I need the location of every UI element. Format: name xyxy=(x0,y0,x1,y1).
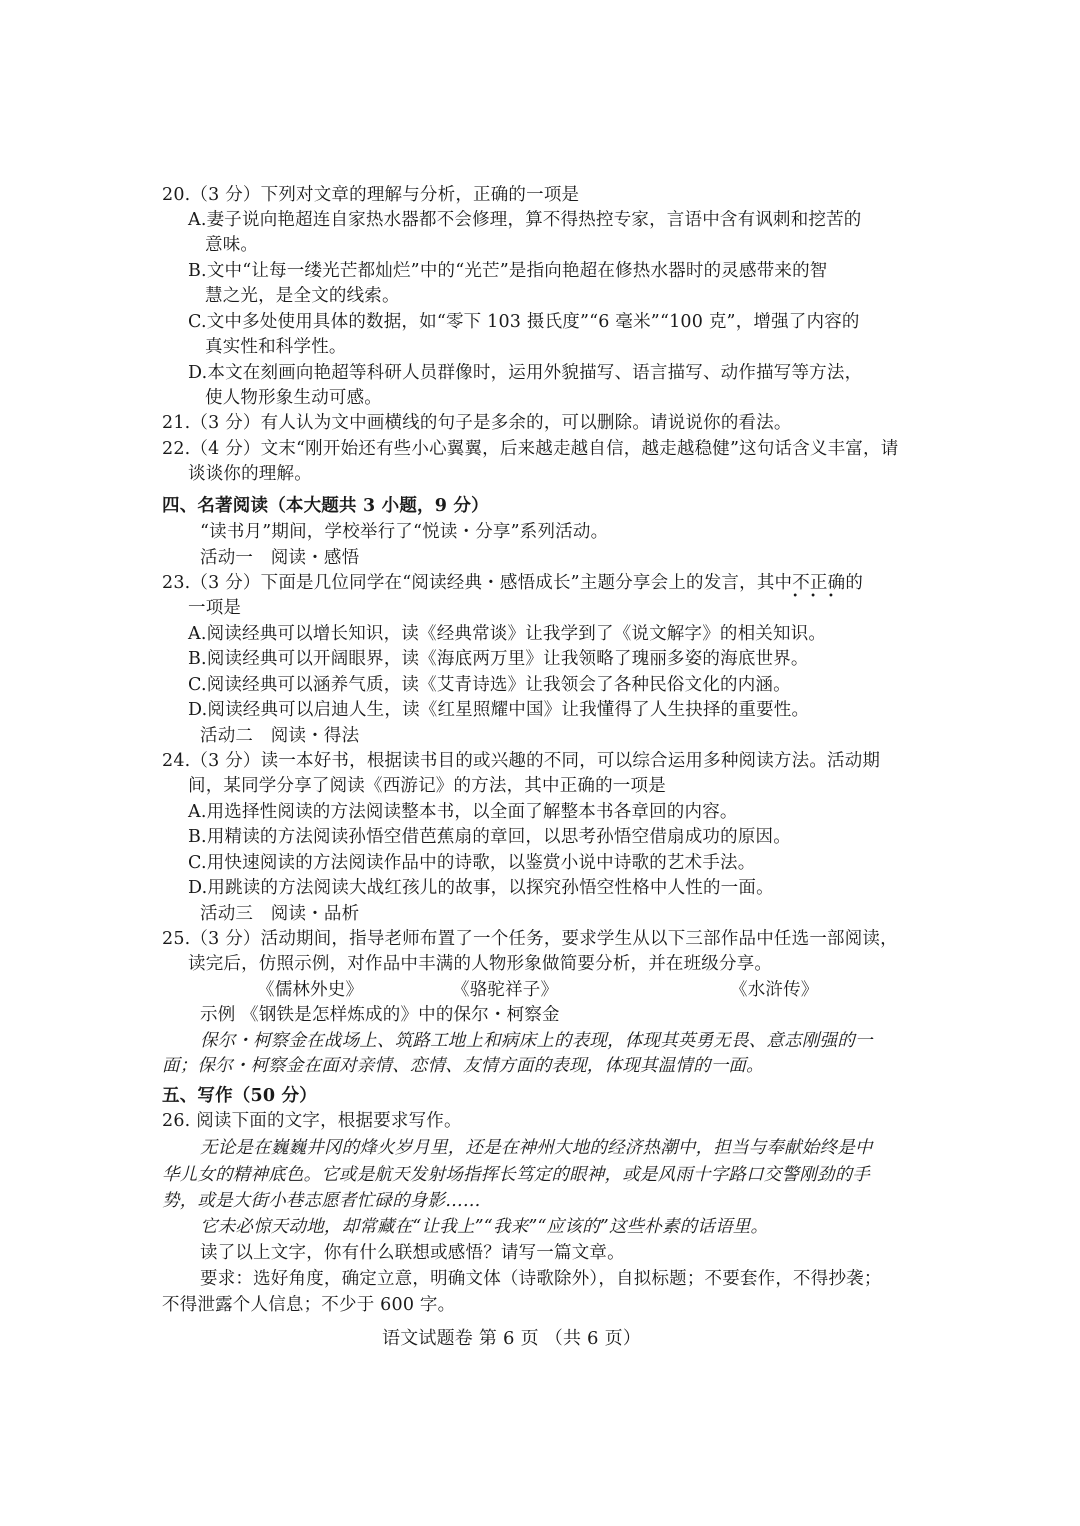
emphasis-text: 不正确 xyxy=(792,573,846,593)
q20-option-a: A.妻子说向艳超连自家热水器都不会修理，算不得热控专家，言语中含有讽刺和挖苦的 xyxy=(188,210,862,230)
q24-stem: 24.（3 分）读一本好书，根据读书目的或兴趣的不同，可以综合运用多种阅读方法。活动期 xyxy=(162,751,881,771)
section-5-title: 五、写作（50 分） xyxy=(162,1086,317,1106)
section-4-intro: “读书月”期间，学校举行了“悦读・分享”系列活动。 xyxy=(200,522,609,542)
page-footer: 语文试题卷 第 6 页 （共 6 页） xyxy=(382,1328,642,1349)
q26-material-4: 它未必惊天动地，却常藏在“让我上”“我来”“应该的”这些朴素的话语里。 xyxy=(200,1217,769,1237)
q24-option-b: B.用精读的方法阅读孙悟空借芭蕉扇的章回，以思考孙悟空借扇成功的原因。 xyxy=(188,827,791,847)
q24-option-a: A.用选择性阅读的方法阅读整本书，以全面了解整本书各章回的内容。 xyxy=(188,802,738,822)
activity-3-heading: 活动三 阅读・品析 xyxy=(200,904,360,924)
q25-stem-cont: 读完后，仿照示例，对作品中丰满的人物形象做简要分析，并在班级分享。 xyxy=(188,954,773,974)
activity-2-heading: 活动二 阅读・得法 xyxy=(200,726,360,746)
q20-option-d: D.本文在刻画向艳超等科研人员群像时，运用外貌描写、语言描写、动作描写等方法， xyxy=(188,363,863,383)
book-title-2: 《骆驼祥子》 xyxy=(452,980,559,1000)
q26-stem: 26. 阅读下面的文字，根据要求写作。 xyxy=(162,1111,462,1131)
example-heading: 示例 《钢铁是怎样炼成的》中的保尔・柯察金 xyxy=(200,1005,560,1025)
q23-option-c: C.阅读经典可以涵养气质，读《艾青诗选》让我领会了各种民俗文化的内涵。 xyxy=(188,675,791,695)
q23-stem-cont: 一项是 xyxy=(188,598,242,618)
q26-prompt: 读了以上文字，你有什么联想或感悟？请写一篇文章。 xyxy=(200,1243,625,1263)
q22-stem-cont: 谈谈你的理解。 xyxy=(188,464,312,484)
q20-stem: 20.（3 分）下列对文章的理解与分析，正确的一项是 xyxy=(162,185,580,205)
q23-option-a: A.阅读经典可以增长知识，读《经典常谈》让我学到了《说文解字》的相关知识。 xyxy=(188,624,827,644)
q21-stem: 21.（3 分）有人认为文中画横线的句子是多余的，可以删除。请说说你的看法。 xyxy=(162,413,792,433)
q20-option-c: C.文中多处使用具体的数据，如“零下 103 摄氏度”“6 毫米”“100 克”，增强了内容的 xyxy=(188,312,860,332)
q20-option-b-cont: 慧之光，是全文的线索。 xyxy=(205,286,400,306)
q23-stem-text: 23.（3 分）下面是几位同学在“阅读经典・感悟成长”主题分享会上的发言，其中 xyxy=(162,573,793,593)
q24-option-c: C.用快速阅读的方法阅读作品中的诗歌，以鉴赏小说中诗歌的艺术手法。 xyxy=(188,853,756,873)
emphasis-dots: ••• xyxy=(792,591,846,602)
q20-option-b: B.文中“让每一缕光芒都灿烂”中的“光芒”是指向艳超在修热水器时的灵感带来的智 xyxy=(188,261,828,281)
q20-option-c-cont: 真实性和科学性。 xyxy=(205,337,347,357)
q26-material-2: 华儿女的精神底色。它或是航天发射场指挥长笃定的眼神，或是风雨十字路口交警刚劲的手 xyxy=(162,1165,870,1185)
q26-material-1: 无论是在巍巍井冈的烽火岁月里，还是在神州大地的经济热潮中，担当与奉献始终是中 xyxy=(200,1138,873,1158)
q23-stem xyxy=(162,572,864,602)
activity-1-heading: 活动一 阅读・感悟 xyxy=(200,548,360,568)
q26-requirements-cont: 不得泄露个人信息；不少于 600 字。 xyxy=(162,1295,456,1315)
example-text-2: 面；保尔・柯察金在面对亲情、恋情、友情方面的表现，体现其温情的一面。 xyxy=(162,1056,764,1076)
q22-stem: 22.（4 分）文末“刚开始还有些小心翼翼，后来越走越自信，越走越稳健”这句话含义丰富，请 xyxy=(162,439,899,459)
book-title-3: 《水浒传》 xyxy=(730,980,819,1000)
q23-stem-end: 的 xyxy=(845,573,864,593)
q24-stem-cont: 间，某同学分享了阅读《西游记》的方法，其中正确的一项是 xyxy=(188,776,666,796)
q24-option-d: D.用跳读的方法阅读大战红孩儿的故事，以探究孙悟空性格中人性的一面。 xyxy=(188,878,774,898)
q20-option-a-cont: 意味。 xyxy=(205,235,259,255)
q26-requirements: 要求：选好角度，确定立意，明确文体（诗歌除外），自拟标题；不要套作，不得抄袭； xyxy=(200,1269,882,1289)
q25-stem: 25.（3 分）活动期间，指导老师布置了一个任务，要求学生从以下三部作品中任选一部阅读， xyxy=(162,929,898,949)
example-text-1: 保尔・柯察金在战场上、筑路工地上和病床上的表现，体现其英勇无畏、意志刚强的一 xyxy=(200,1031,873,1051)
emphasis-not-correct xyxy=(792,573,846,602)
q20-option-d-cont: 使人物形象生动可感。 xyxy=(205,388,382,408)
book-title-1: 《儒林外史》 xyxy=(257,980,364,1000)
q23-option-d: D.阅读经典可以启迪人生，读《红星照耀中国》让我懂得了人生抉择的重要性。 xyxy=(188,700,810,720)
section-4-title: 四、名著阅读（本大题共 3 小题，9 分） xyxy=(162,496,489,516)
q23-option-b: B.阅读经典可以开阔眼界，读《海底两万里》让我领略了瑰丽多姿的海底世界。 xyxy=(188,649,809,669)
q26-material-3: 势，或是大街小巷志愿者忙碌的身影…… xyxy=(162,1191,481,1211)
